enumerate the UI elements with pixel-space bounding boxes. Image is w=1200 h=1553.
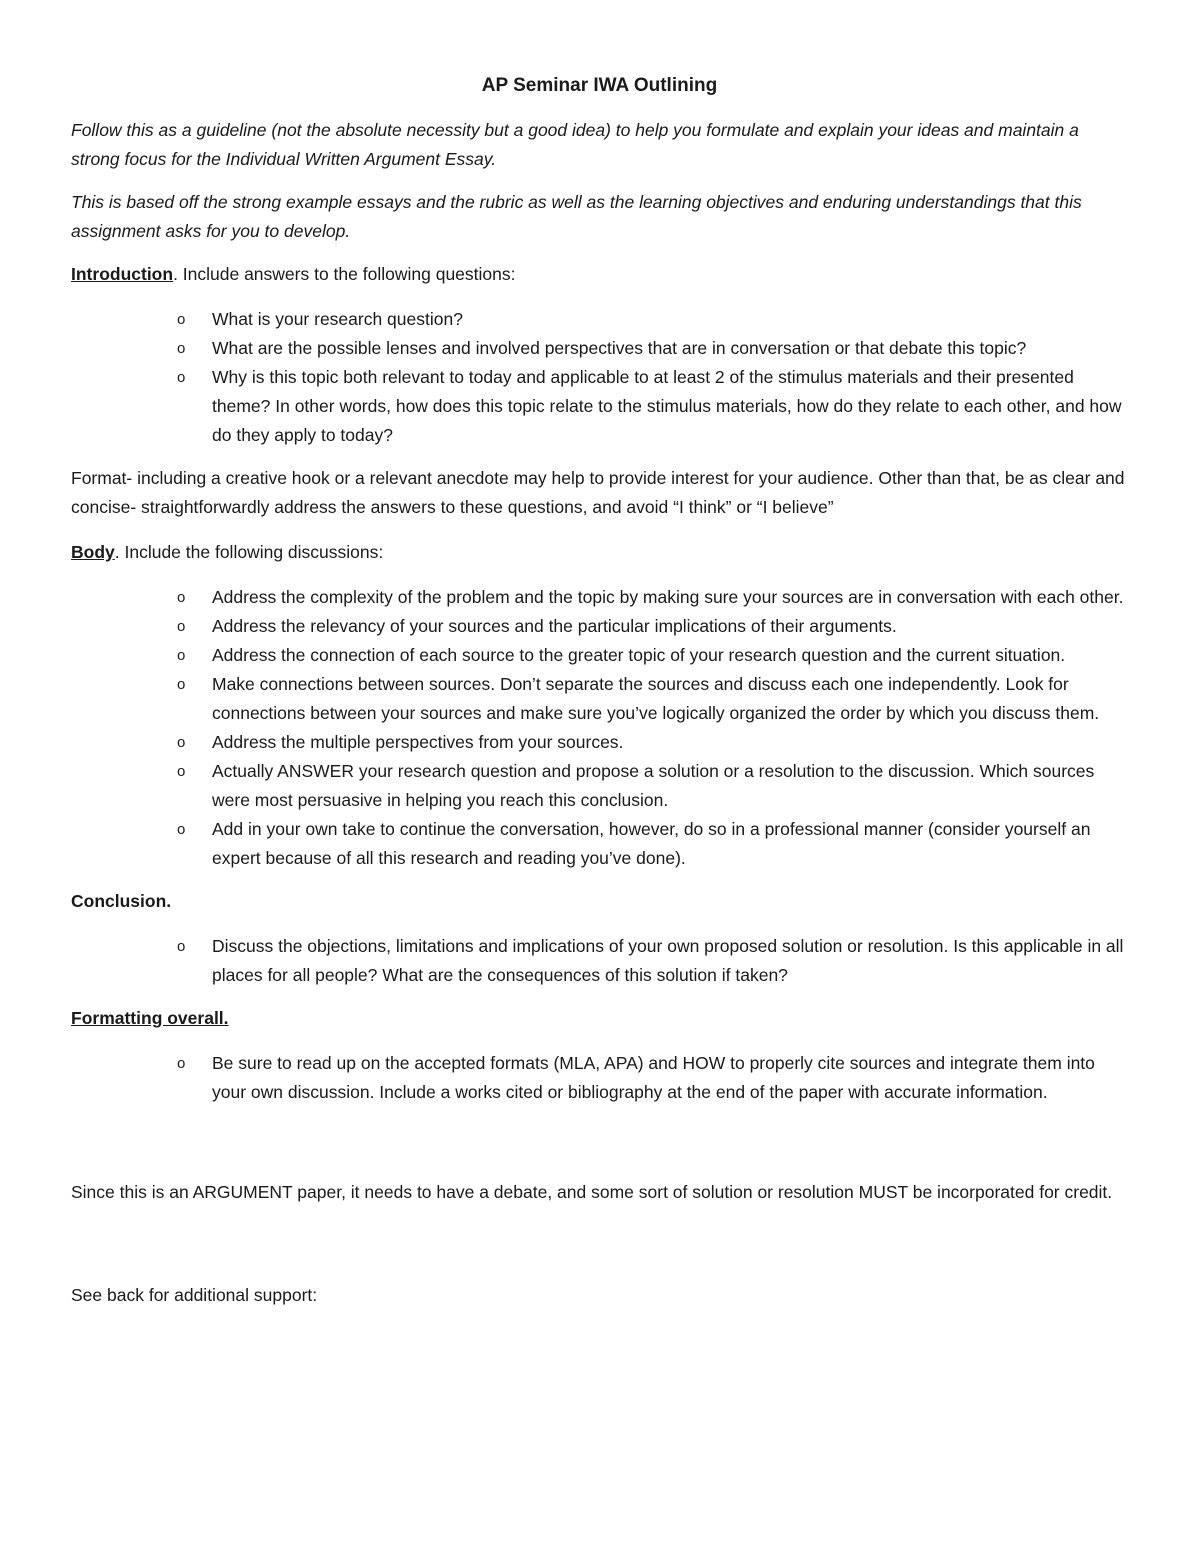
body-heading: Body	[71, 542, 115, 562]
list-item-text: Actually ANSWER your research question and propose a solution or a resolution to the discussion. Which sources were most persuasive in helping you reach this conclusion.	[212, 761, 1095, 810]
list-item	[177, 757, 1128, 815]
list-item	[177, 815, 1128, 873]
formatting-list	[71, 1049, 1128, 1107]
list-item	[177, 583, 1128, 612]
list-item	[177, 334, 1128, 363]
list-item-text: Address the relevancy of your sources and the particular implications of their arguments.	[212, 616, 897, 636]
bullet-marker: o	[177, 1055, 186, 1072]
bullet-marker: o	[177, 369, 186, 386]
list-item-text: What is your research question?	[212, 309, 463, 329]
bullet-marker: o	[177, 734, 186, 751]
list-item-text: Discuss the objections, limitations and implications of your own proposed solution or resolution. Is this applicable in all places for all people? What are the consequences of this solution if taken?	[212, 936, 1124, 985]
introduction-list	[71, 305, 1128, 450]
body-heading-suffix: . Include the following discussions:	[114, 542, 384, 562]
formatting-heading: Formatting overall.	[71, 1008, 229, 1028]
bullet-marker: o	[177, 589, 186, 606]
argument-note: Since this is an ARGUMENT paper, it needs to have a debate, and some sort of solution or resolution MUST be incorporated for credit.	[71, 1182, 1113, 1202]
see-back-note: See back for additional support:	[71, 1285, 318, 1305]
spacer	[71, 1121, 1128, 1178]
bullet-marker: o	[177, 821, 186, 838]
list-item-text: Add in your own take to continue the conversation, however, do so in a professional manner (consider yourself an expert because of all this research and reading you’ve done).	[212, 819, 1091, 868]
spacer	[71, 1223, 1128, 1281]
introduction-heading-suffix: . Include answers to the following questions:	[173, 264, 516, 284]
intro-basis-paragraph: This is based off the strong example essays and the rubric as well as the learning objectives and enduring understandings that this assignment asks for you to develop.	[71, 192, 1082, 241]
format-note: Format- including a creative hook or a relevant anecdote may help to provide interest for your audience. Other than that, be as clear and concise- straightforwardly address the answers to these questions, and avoid “I think” or “I believe”	[71, 468, 1125, 517]
bullet-marker: o	[177, 647, 186, 664]
introduction-heading: Introduction	[71, 264, 174, 284]
list-item	[177, 728, 1128, 757]
list-item-text: Be sure to read up on the accepted formats (MLA, APA) and HOW to properly cite sources and integrate them into your own discussion. Include a works cited or bibliography at the end of the paper with accurate information.	[212, 1053, 1095, 1102]
list-item-text: Address the complexity of the problem and the topic by making sure your sources are in conversation with each other.	[212, 587, 1124, 607]
conclusion-list	[71, 932, 1128, 990]
list-item-text: Address the multiple perspectives from your sources.	[212, 732, 624, 752]
list-item-text: Address the connection of each source to the greater topic of your research question and the current situation.	[212, 645, 1066, 665]
bullet-marker: o	[177, 938, 186, 955]
list-item-text: Make connections between sources. Don’t separate the sources and discuss each one independently. Look for connections between your sources and make sure you’ve logically organized the order by which you discuss them.	[212, 674, 1100, 723]
list-item	[177, 1049, 1128, 1107]
list-item-text: What are the possible lenses and involved perspectives that are in conversation or that debate this topic?	[212, 338, 1027, 358]
body-list	[71, 583, 1128, 873]
list-item	[177, 363, 1128, 450]
list-item	[177, 641, 1128, 670]
conclusion-heading: Conclusion.	[71, 891, 172, 911]
page-title: AP Seminar IWA Outlining	[481, 75, 718, 96]
bullet-marker: o	[177, 676, 186, 693]
bullet-marker: o	[177, 311, 186, 328]
body-heading-line	[71, 538, 1128, 567]
formatting-heading-line	[71, 1004, 1128, 1033]
list-item	[177, 612, 1128, 641]
intro-guideline-paragraph: Follow this as a guideline (not the absolute necessity but a good idea) to help you formulate and explain your ideas and maintain a strong focus for the Individual Written Argument Essay.	[71, 120, 1079, 169]
conclusion-heading-line	[71, 887, 1128, 916]
introduction-heading-line	[71, 260, 1128, 289]
list-item-text: Why is this topic both relevant to today and applicable to at least 2 of the stimulus materials and their presented theme? In other words, how does this topic relate to the stimulus materials, how do they relate to each other, and how do they apply to today?	[212, 367, 1122, 445]
bullet-marker: o	[177, 763, 186, 780]
list-item	[177, 670, 1128, 728]
list-item	[177, 932, 1128, 990]
bullet-marker: o	[177, 618, 186, 635]
bullet-marker: o	[177, 340, 186, 357]
list-item	[177, 305, 1128, 334]
